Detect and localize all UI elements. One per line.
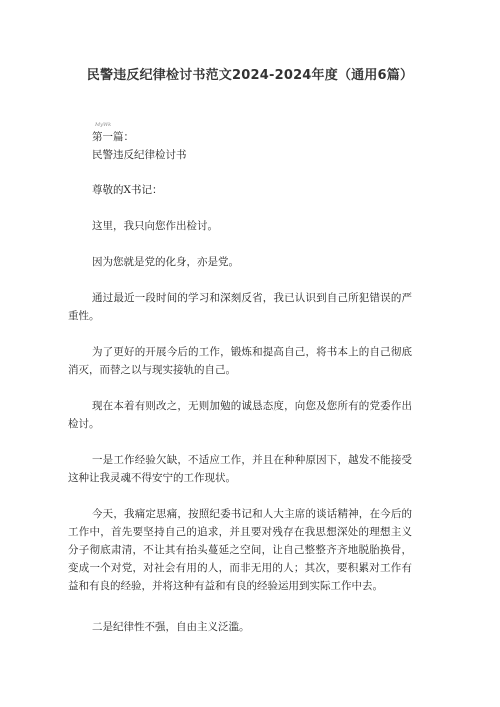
section-label: 第一篇： — [92, 131, 134, 143]
paragraph: 通过最近一段时间的学习和深刻反省，我已认识到自己所犯错误的严重性。 — [68, 292, 412, 322]
paragraph: 这里，我只向您作出检讨。 — [92, 220, 218, 232]
paragraph: 今天，我痛定思痛，按照纪委书记和人大主席的谈话精神，在今后的工作中，首先要坚持自己的追求，并且要对残存在我思想深处的理想主义分子彻底肃清，不让其有抬头蔓延之空间，让自己整整齐齐地脱胎换骨，变成一个对党，对社会有用的人，而非无用的人；其次，要积累对工作有益和有良的经验，并将这种有益和有良的经验运用到实际工作中去。 — [68, 508, 412, 592]
document-title: 民警违反纪律检讨书范文2024-2024年度（通用6篇） — [86, 68, 414, 83]
section-title: 民警违反纪律检讨书 — [92, 149, 187, 161]
paragraph: 为了更好的开展今后的工作，锻炼和提高自己，将书本上的自己彻底消灭，而替之以与现实接轨的自己。 — [68, 346, 412, 376]
salutation: 尊敬的X书记： — [92, 184, 163, 196]
paragraph: 因为您就是党的化身，亦是党。 — [92, 256, 239, 268]
paragraph: 二是纪律性不强，自由主义泛滥。 — [92, 621, 250, 633]
paragraph: 一是工作经验欠缺，不适应工作，并且在种种原因下，越发不能接受这种让我灵魂不得安宁的工作现状。 — [68, 454, 412, 484]
watermark-mark: MyWk — [95, 122, 112, 128]
paragraph: 现在本着有则改之，无则加勉的诚恳态度，向您及您所有的党委作出检讨。 — [68, 400, 412, 430]
